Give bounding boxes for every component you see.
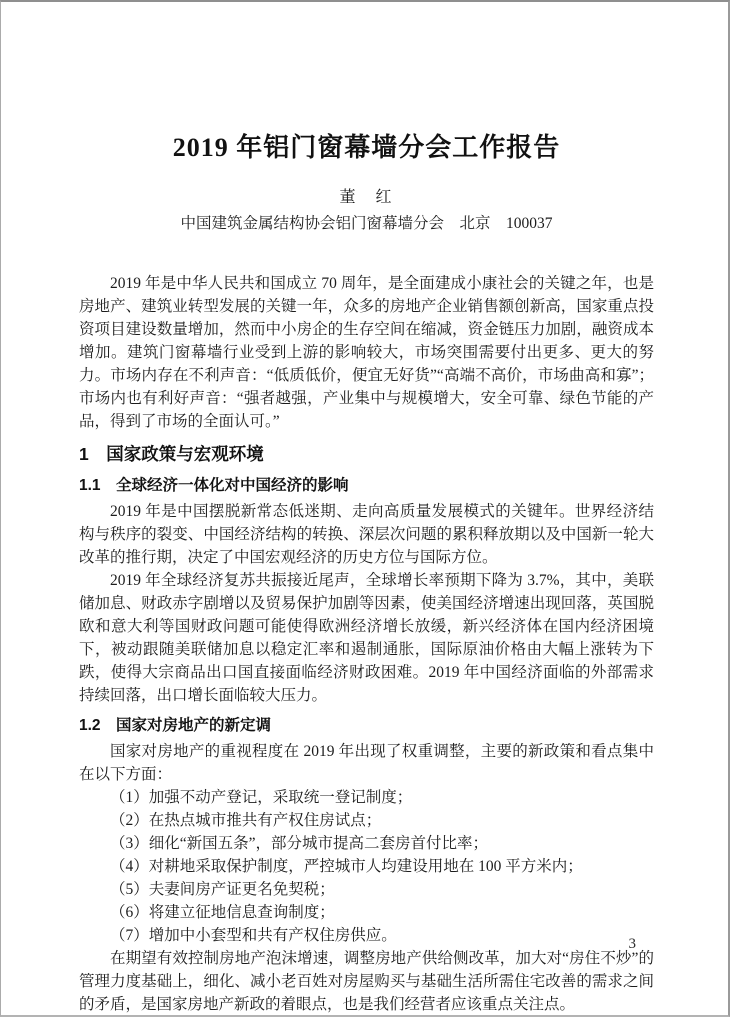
author-affiliation: 中国建筑金属结构协会铝门窗幕墙分会 北京 100037 <box>180 215 553 232</box>
policy-list-item-2: （2）在热点城市推共有产权住房试点； <box>110 812 382 829</box>
policy-list-item-6: （6）将建立征地信息查询制度； <box>110 904 335 921</box>
section-1-1-paragraph-1: 2019 年是中国摆脱新常态低迷期、走向高质量发展模式的关键年。世界经济结构与秩序的裂变、中国经济结构的转换、深层次问题的累积释放期以及中国新一轮大改革的推行期，决定了中国宏观经济的历史方位与国际方位。 <box>79 503 654 566</box>
intro-paragraph: 2019 年是中华人民共和国成立 70 周年，是全面建成小康社会的关键之年，也是房地产、建筑业转型发展的关键一年，众多的房地产企业销售额创新高，国家重点投资项目建设数量增加，然而中小房企的生存空间在缩减，资金链压力加剧，融资成本增加。建筑门窗幕墙行业受到上游的影响较大，市场突围需要付出更多、更大的努力。市场内存在不利声音：“低质低价，便宜无好货”“高端不高价，市场曲高和寡”；市场内也有利好声音：“强者越强，产业集中与规模增大，安全可靠、绿色节能的产品，得到了市场的全面认可。” <box>79 275 654 430</box>
section-1-2-paragraph-1: 国家对房地产的重视程度在 2019 年出现了权重调整，主要的新政策和看点集中在以下方面： <box>79 743 654 783</box>
policy-list-item-3: （3）细化“新国五条”，部分城市提高二套房首付比率； <box>110 835 489 852</box>
section-1-1-heading: 1.1 全球经济一体化对中国经济的影响 <box>79 477 349 494</box>
page-number: 3 <box>628 936 636 952</box>
policy-list-item-7: （7）增加中小套型和共有产权住房供应。 <box>110 927 397 944</box>
policy-list-item-1: （1）加强不动产登记，采取统一登记制度； <box>110 789 413 806</box>
section-1-2-paragraph-2: 在期望有效控制房地产泡沫增速，调整房地产供给侧改革，加大对“房住不炒”的管理力度基础上，细化、减小老百姓对房屋购买与基础生活所需住宅改善的需求之间的矛盾，是国家房地产新政的着眼点，也是我们经营者应该重点关注点。 <box>79 950 654 1013</box>
author-name: 董 红 <box>339 189 394 206</box>
report-title: 2019 年铝门窗幕墙分会工作报告 <box>172 133 561 162</box>
section-1-2-heading: 1.2 国家对房地产的新定调 <box>79 717 272 734</box>
section-1-1-paragraph-2: 2019 年全球经济复苏共振接近尾声，全球增长率预期下降为 3.7%，其中，美联储加息、财政赤字剧增以及贸易保护加剧等因素，使美国经济增速出现回落，英国脱欧和意大利等国财政问题可能使得欧洲经济增长放缓，新兴经济体在国内经济困境下，被动跟随美联储加息以稳定汇率和遏制通胀，国际原油价格由大幅上涨转为下跌，使得大宗商品出口国直接面临经济财政困难。2019 年中国经济面临的外部需求持续回落，出口增长面临较大压力。 <box>79 572 654 704</box>
policy-list-item-5: （5）夫妻间房产证更名免契税； <box>110 881 335 898</box>
section-1-heading: 1 国家政策与宏观环境 <box>79 444 264 464</box>
policy-list-item-4: （4）对耕地采取保护制度，严控城市人均建设用地在 100 平方米内； <box>110 858 583 875</box>
